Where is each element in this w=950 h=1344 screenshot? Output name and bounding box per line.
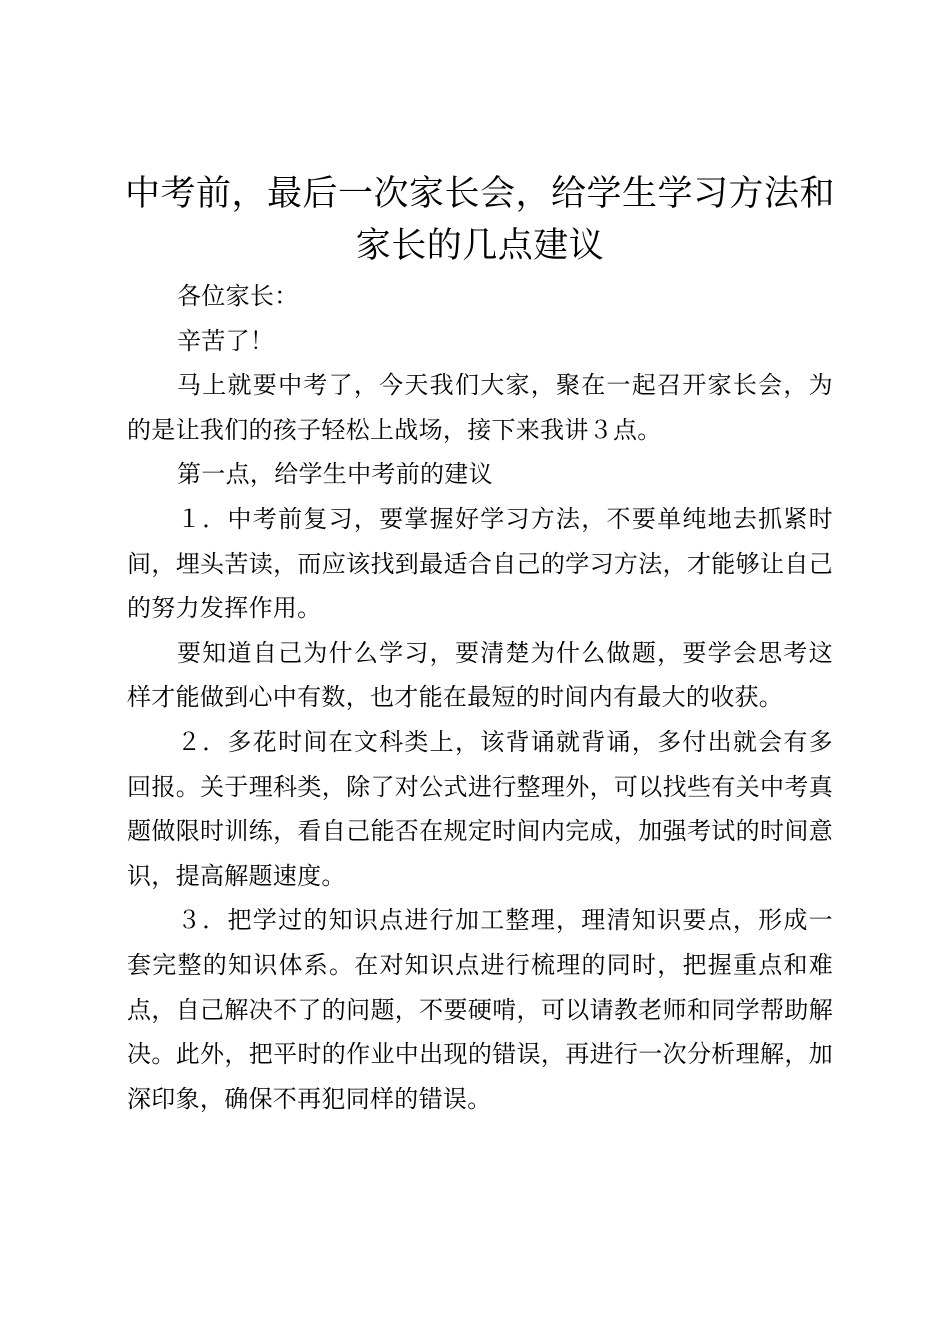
salutation: 各位家长： — [177, 282, 299, 310]
paragraph: 马上就要中考了，今天我们大家，聚在一起召开家长会，为的是让我们的孩子轻松上战场，接下来我讲３点。 — [127, 371, 833, 444]
paragraph: 要知道自己为什么学习，要清楚为什么做题，要学会思考这样才能做到心中有数，也才能在最短的时间内有最大的收获。 — [127, 638, 833, 712]
greeting: 辛苦了！ — [177, 326, 275, 355]
paragraph: １．中考前复习，要掌握好学习方法，不要单纯地去抓紧时间，埋头苦读，而应该找到最适合自己的学习方法，才能够让自己的努力发挥作用。 — [127, 504, 833, 623]
section-heading: 第一点，给学生中考前的建议 — [177, 460, 493, 489]
document-title: 中考前，最后一次家长会，给学生学习方法和家长的几点建议 — [124, 174, 835, 266]
paragraph: ３．把学过的知识点进行加工整理，理清知识要点，形成一套完整的知识体系。在对知识点进行梳理的同时，把握重点和难点，自己解决不了的问题，不要硬啃，可以请教老师和同学帮助解决。此外，把平时的作业中出现的错误，再进行一次分析理解，加深印象，确保不再犯同样的错误。 — [127, 906, 833, 1113]
document-body — [127, 274, 833, 1121]
paragraph: ２．多花时间在文科类上，该背诵就背诵，多付出就会有多回报。关于理科类，除了对公式进行整理外，可以找些有关中考真题做限时训练，看自己能否在规定时间内完成，加强考试的时间意识，提高解题速度。 — [127, 727, 833, 890]
